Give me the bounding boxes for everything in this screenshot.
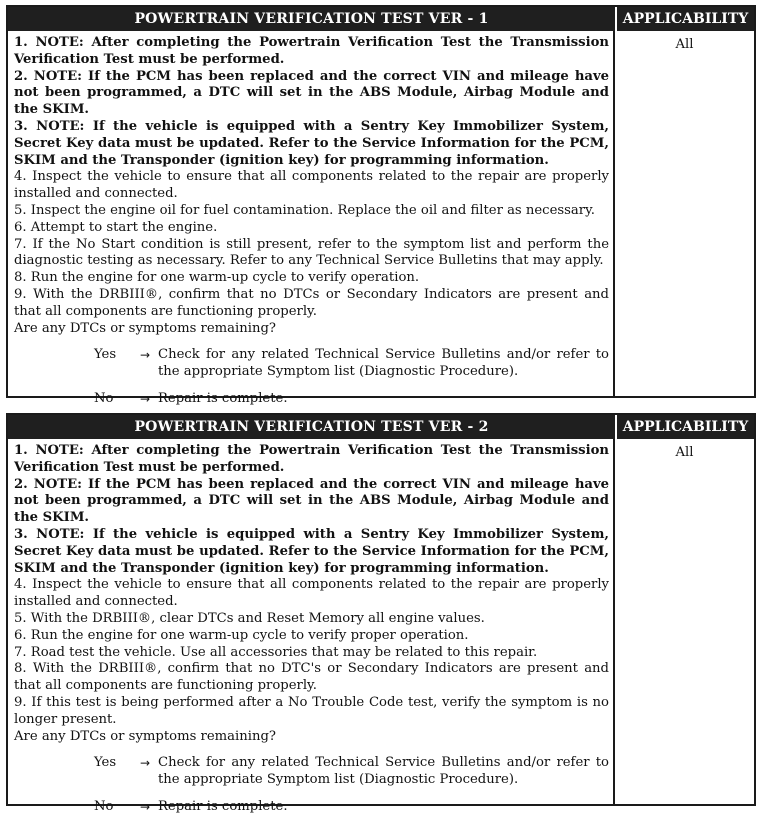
arrow-right-icon: → — [139, 799, 151, 814]
yes-label: Yes — [94, 347, 117, 363]
step-8: 8. Run the engine for one warm-up cycle to verify operation. — [14, 270, 420, 286]
verification-table-2 — [6, 413, 756, 814]
no-answer — [14, 799, 609, 816]
arrow-right-icon: → — [139, 348, 151, 363]
step-6: 6. Run the engine for one warm-up cycle to verify proper operation. — [14, 627, 469, 643]
no-label: No — [94, 798, 114, 814]
question: Are any DTCs or symptoms remaining? — [14, 320, 276, 336]
step-1: 1. NOTE: After completing the Powertrain Verification Test the Transmission Verification Test must be performed. — [14, 443, 609, 475]
step-7: 7. Road test the vehicle. Use all accessories that may be related to this repair. — [14, 644, 538, 660]
yes-answer — [14, 347, 609, 381]
verification-table-1 — [6, 5, 756, 406]
step-6: 6. Attempt to start the engine. — [14, 219, 218, 235]
table-title: POWERTRAIN VERIFICATION TEST VER - 2 — [134, 419, 489, 435]
arrow-right-icon: → — [139, 391, 151, 406]
step-7: 7. If the No Start condition is still present, refer to the symptom list and perform the diagnostic testing as necessary. Refer to any Technical Service Bulletins that may apply. — [14, 236, 609, 269]
no-label: No — [94, 390, 114, 406]
step-4: 4. Inspect the vehicle to ensure that all components related to the repair are properly installed and connected. — [14, 169, 609, 202]
table-title: POWERTRAIN VERIFICATION TEST VER - 1 — [134, 11, 489, 27]
answers — [14, 347, 609, 407]
yes-text: Check for any related Technical Service Bulletins and/or refer to the appropriate Symptom list (Diagnostic Procedure). — [158, 755, 609, 788]
steps-list — [14, 35, 609, 337]
applicability-value: All — [675, 445, 694, 460]
yes-label: Yes — [94, 755, 117, 771]
no-answer — [14, 391, 609, 408]
step-3: 3. NOTE: If the vehicle is equipped with a Sentry Key Immobilizer System, Secret Key data must be updated. Refer to the Service Information for the PCM, SKIM and the Transponder (ignition key) for programming information. — [14, 118, 609, 168]
step-4: 4. Inspect the vehicle to ensure that all components related to the repair are properly installed and connected. — [14, 577, 609, 610]
step-1: 1. NOTE: After completing the Powertrain Verification Test the Transmission Verification Test must be performed. — [14, 35, 609, 67]
table-header — [8, 7, 754, 31]
step-5: 5. With the DRBIII®, clear DTCs and Reset Memory all engine values. — [14, 610, 485, 626]
procedure-cell — [8, 439, 615, 814]
step-2: 2. NOTE: If the PCM has been replaced and the correct VIN and mileage have not been programmed, a DTC will set in the ABS Module, Airbag Module and the SKIM. — [14, 68, 609, 118]
step-9: 9. If this test is being performed after a No Trouble Code test, verify the symptom is no longer present. — [14, 694, 609, 727]
no-text: Repair is complete. — [158, 798, 288, 814]
step-9: 9. With the DRBIII®, confirm that no DTCs or Secondary Indicators are present and that all components are functioning properly. — [14, 286, 609, 319]
step-8: 8. With the DRBIII®, confirm that no DTC's or Secondary Indicators are present and that all components are functioning properly. — [14, 661, 609, 694]
applicability-value: All — [675, 37, 694, 52]
answers — [14, 755, 609, 815]
yes-answer — [14, 755, 609, 789]
step-3: 3. NOTE: If the vehicle is equipped with a Sentry Key Immobilizer System, Secret Key data must be updated. Refer to the Service Information for the PCM, SKIM and the Transponder (ignition key) for programming information. — [14, 526, 609, 576]
applicability-header: APPLICABILITY — [615, 415, 754, 439]
step-2: 2. NOTE: If the PCM has been replaced and the correct VIN and mileage have not been programmed, a DTC will set in the ABS Module, Airbag Module and the SKIM. — [14, 476, 609, 526]
arrow-right-icon: → — [139, 756, 151, 771]
no-text: Repair is complete. — [158, 390, 288, 406]
steps-list — [14, 443, 609, 745]
yes-text: Check for any related Technical Service Bulletins and/or refer to the appropriate Symptom list (Diagnostic Procedure). — [158, 347, 609, 380]
question: Are any DTCs or symptoms remaining? — [14, 728, 276, 744]
procedure-cell — [8, 31, 615, 406]
applicability-header: APPLICABILITY — [615, 7, 754, 31]
step-5: 5. Inspect the engine oil for fuel contamination. Replace the oil and filter as necessary. — [14, 202, 595, 218]
table-header — [8, 415, 754, 439]
